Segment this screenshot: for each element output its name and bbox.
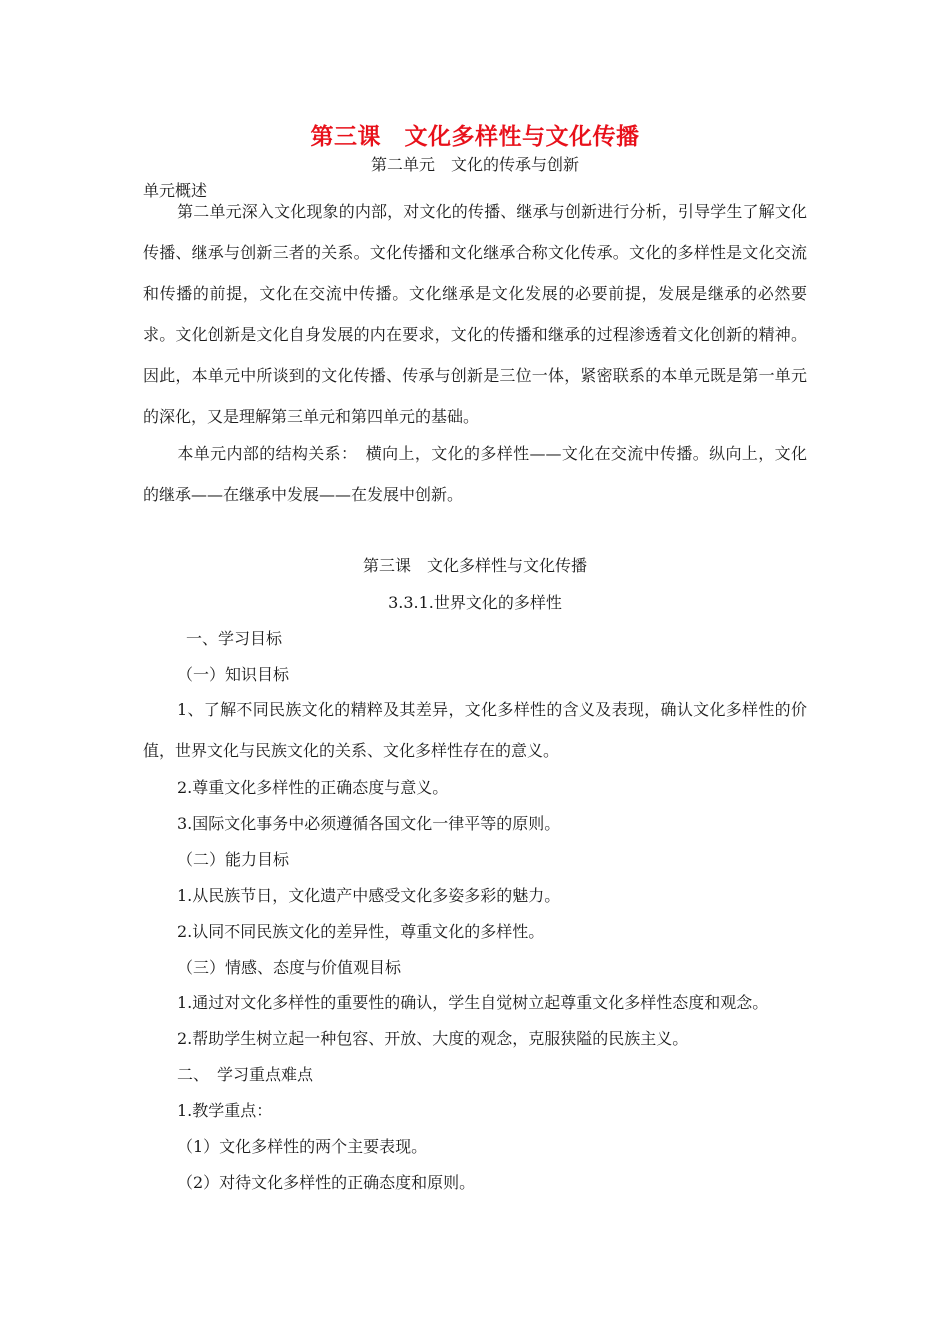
main-title: 第三课 文化多样性与文化传播 xyxy=(310,123,640,150)
knowledge-item-1-text: 1、了解不同民族文化的精粹及其差异，文化多样性的含义及表现，确认文化多样性的价值，世界文化与民族文化的关系、文化多样性存在的意义。 xyxy=(143,700,807,760)
knowledge-item-2: 2.尊重文化多样性的正确态度与意义。 xyxy=(177,778,449,797)
overview-paragraph-1-text: 第二单元深入文化现象的内部，对文化的传播、继承与创新进行分析，引导学生了解文化传播、继承与创新三者的关系。文化传播和文化继承合称文化传承。文化的多样性是文化交流和传播的前提，文化在交流中传播。文化继承是文化发展的必要前提，发展是继承的必然要求。文化创新是文化自身发展的内在要求，文化的传播和继承的过程渗透着文化创新的精神。因此，本单元中所谈到的文化传播、传承与创新是三位一体，紧密联系的本单元既是第一单元的深化，又是理解第三单元和第四单元的基础。 xyxy=(143,202,807,426)
emotion-item-1: 1.通过对文化多样性的重要性的确认，学生自觉树立起尊重文化多样性态度和观念。 xyxy=(177,993,769,1012)
overview-paragraph-1 xyxy=(143,191,807,437)
teaching-focus-item-2: （2）对待文化多样性的正确态度和原则。 xyxy=(177,1173,476,1192)
knowledge-item-3: 3.国际文化事务中必须遵循各国文化一律平等的原则。 xyxy=(177,814,561,833)
emotion-item-2: 2.帮助学生树立起一种包容、开放、大度的观念，克服狭隘的民族主义。 xyxy=(177,1029,689,1048)
ability-item-1: 1.从民族节日，文化遗产中感受文化多姿多彩的魅力。 xyxy=(177,886,561,905)
overview-paragraph-2-text: 本单元内部的结构关系： 横向上，文化的多样性——文化在交流中传播。纵向上，文化的继承——在继承中发展——在发展中创新。 xyxy=(143,444,807,504)
unit-subtitle: 第二单元 文化的传承与创新 xyxy=(370,155,579,174)
lesson-section-title: 3.3.1.世界文化的多样性 xyxy=(388,593,562,612)
heading-emotion-objectives: （三）情感、态度与价值观目标 xyxy=(177,958,402,977)
heading-ability-objectives: （二）能力目标 xyxy=(177,850,290,869)
heading-knowledge-objectives: （一）知识目标 xyxy=(177,665,290,684)
heading-key-difficulties: 二、 学习重点难点 xyxy=(177,1065,314,1084)
lesson-title: 第三课 文化多样性与文化传播 xyxy=(362,556,587,575)
knowledge-item-1 xyxy=(143,689,807,771)
overview-label: 单元概述 xyxy=(143,181,208,200)
ability-item-2: 2.认同不同民族文化的差异性，尊重文化的多样性。 xyxy=(177,922,545,941)
teaching-focus-label: 1.教学重点： xyxy=(177,1101,273,1120)
teaching-focus-item-1: （1）文化多样性的两个主要表现。 xyxy=(177,1137,428,1156)
heading-learning-objectives: 一、学习目标 xyxy=(186,629,283,648)
overview-paragraph-2 xyxy=(143,433,807,515)
